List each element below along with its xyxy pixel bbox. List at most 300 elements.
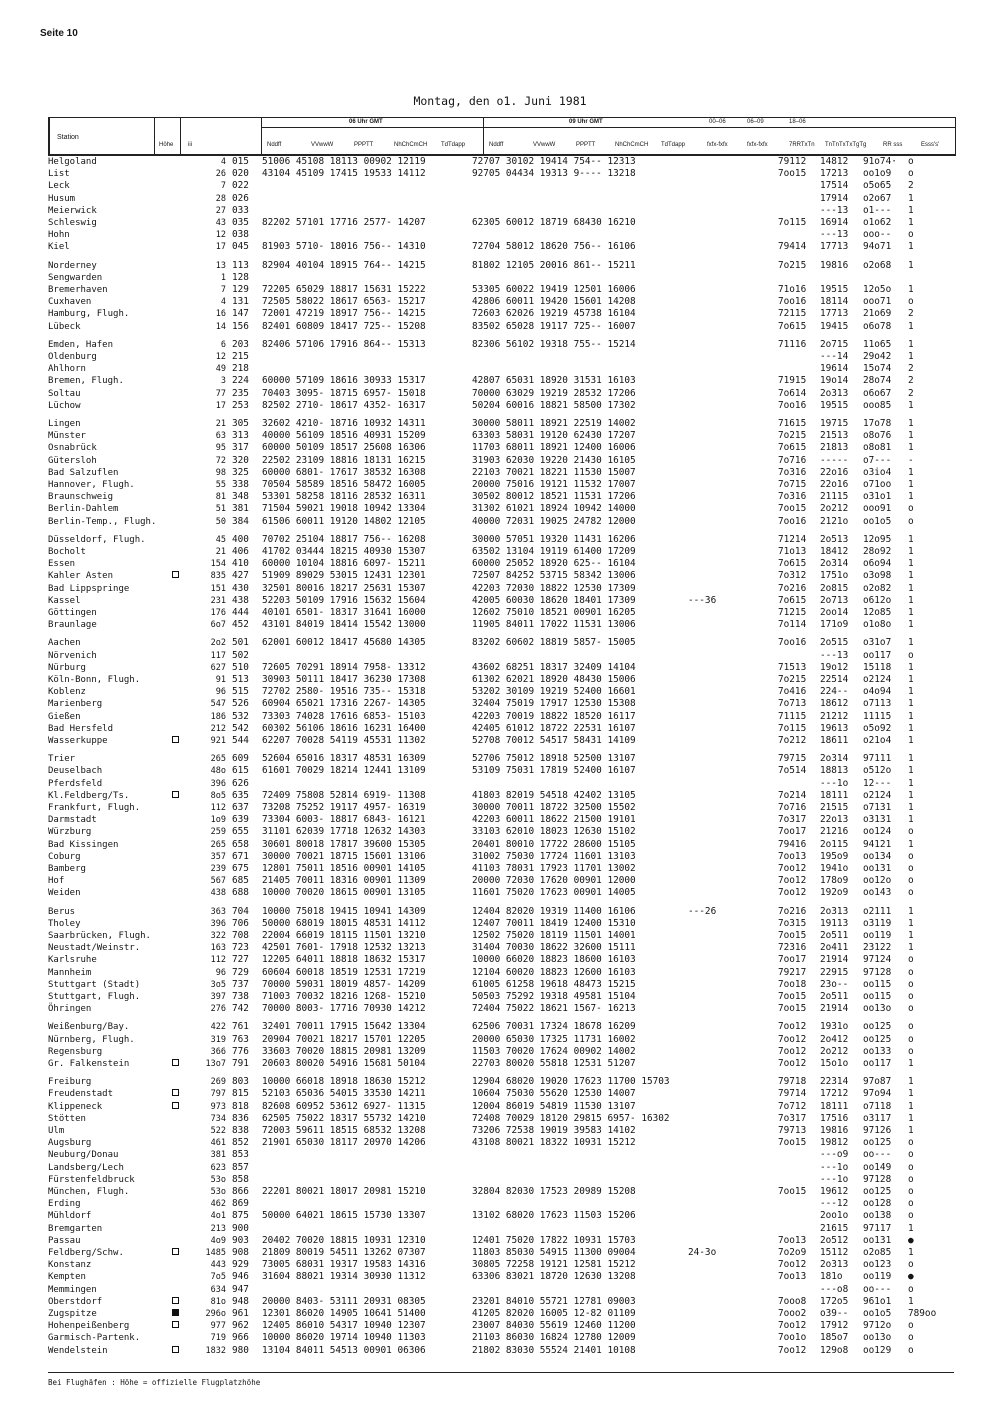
cell-x2: 7oo13	[778, 1271, 807, 1283]
station-name: Feldberg/Schw.	[48, 1248, 124, 1258]
cell-x3: 2o515	[820, 637, 849, 649]
cell-a: 60000 57109 18616 30933 15317	[262, 375, 426, 387]
table-row	[48, 790, 954, 802]
cell-x3: 2oo1o	[820, 1210, 849, 1222]
cell-b: 30502 80012 18521 11531 17206	[472, 491, 636, 503]
cell-b: 32804 82030 17523 20989 15208	[472, 1186, 636, 1197]
table-row	[48, 570, 954, 582]
cell-x2: 7oo15	[778, 930, 807, 941]
table-row	[48, 479, 954, 491]
cell-b: 72603 62026 19219 45738 16104	[472, 308, 636, 320]
cell-x2: 7o716	[778, 802, 807, 813]
table-row	[48, 1034, 954, 1046]
cell-x3: 18111	[820, 789, 849, 801]
cell-x4: 12o5o	[863, 284, 892, 295]
cell-b: 12602 75010 18521 00901 16205	[472, 607, 636, 618]
cell-x4: o6o67	[863, 387, 892, 399]
cell-x5: 1	[908, 1247, 914, 1258]
table-row	[48, 193, 954, 205]
cell-x5: 2	[908, 387, 914, 399]
station-name: Braunlage	[48, 620, 97, 631]
cell-b: 41803 82019 54518 42402 13105	[472, 789, 636, 801]
cell-i: 113	[232, 259, 249, 271]
cell-x5: o	[908, 1173, 914, 1185]
cell-i: 723	[232, 942, 249, 954]
station-height: 12	[215, 230, 226, 241]
cell-x2: 7oo12	[778, 1344, 807, 1356]
station-name: Landsberg/Lech	[48, 1162, 124, 1173]
cell-x3: 19515	[820, 399, 849, 411]
cell-x2: 7oo16	[778, 637, 807, 649]
cell-x4: oo115	[863, 978, 892, 990]
station-name: Norderney	[48, 260, 97, 271]
group06-header: 06 Uhr GMT	[349, 119, 383, 125]
station-name: Passau	[48, 1235, 81, 1246]
table-row	[48, 1284, 954, 1296]
table-row	[48, 491, 954, 503]
station-name: Bremerhaven	[48, 285, 108, 295]
station-height: 7	[220, 285, 226, 295]
cell-x4: 23122	[863, 942, 892, 954]
station-height: 72	[215, 455, 226, 466]
cell-x3: 19812	[820, 1137, 849, 1149]
cell-b: 72507 84252 53715 58342 13006	[472, 570, 636, 582]
cell-x2: 7o715	[778, 479, 807, 490]
cell-x2: 7oo17	[778, 826, 807, 838]
cell-a: 71504 59021 19018 10942 13304	[262, 503, 426, 515]
table-row	[48, 826, 954, 838]
cell-x4: o5o92	[863, 722, 892, 734]
station-name: Berlin-Dahlem	[48, 504, 119, 515]
station-name: Bremgarten	[48, 1223, 103, 1234]
cell-x5: 1	[908, 284, 914, 295]
cell-b: 42203 60011 18622 21500 19101	[472, 814, 636, 826]
station-name: Lübeck	[48, 321, 81, 332]
cell-x3: 18111	[820, 1100, 849, 1112]
cell-i: 737	[232, 978, 249, 990]
table-row	[48, 723, 954, 735]
station-height: 91	[215, 675, 226, 685]
station-name: Memmingen	[48, 1284, 97, 1295]
cell-x5: 1	[908, 204, 914, 216]
cell-a: 62207 70028 54119 45531 11302	[262, 735, 426, 746]
cell-a: 82202 57101 17716 2577- 14207	[262, 217, 426, 228]
cell-a: 60904 65021 17316 2267- 14305	[262, 698, 426, 710]
cell-x2: 79414	[778, 241, 807, 253]
station-height: 265	[210, 839, 226, 850]
cell-a: 62505 75022 18317 55732 14210	[262, 1112, 426, 1124]
station-name: Hof	[48, 876, 65, 887]
cell-x5: 1	[908, 1295, 914, 1307]
station-name: Oldenburg	[48, 352, 97, 362]
cell-x2: 7oo13	[778, 1234, 807, 1246]
cell-x4: oo138	[863, 1210, 892, 1222]
station-height: 63	[215, 431, 226, 442]
station-name: Hohenpeißenberg	[48, 1321, 130, 1332]
cell-a: 12801 75011 18516 00901 14105	[262, 863, 426, 874]
col-header: 06–09	[747, 119, 764, 125]
cell-x3: 178o9	[820, 875, 849, 887]
cell-x4: 9712o	[863, 1320, 892, 1332]
cell-x2: 7o615	[778, 442, 807, 454]
cell-x4: 97128	[863, 1173, 892, 1185]
table-row	[48, 1308, 954, 1320]
cell-x3: 2o313	[820, 1259, 849, 1271]
cell-x3: ---12	[820, 1198, 849, 1210]
cell-x3: 2o313	[820, 387, 849, 399]
station-name: Lingen	[48, 419, 81, 429]
cell-x4: o3119	[863, 917, 892, 929]
cell-x5: 2	[908, 363, 914, 375]
cell-x3: 21216	[820, 826, 849, 838]
cell-x3: 23o--	[820, 978, 849, 990]
station-height: 43	[215, 218, 226, 228]
station-name: Osnabrück	[48, 443, 97, 454]
cell-x2: 7o2o9	[778, 1247, 807, 1258]
cell-a: 52103 65036 54015 33530 14211	[262, 1088, 426, 1100]
station-name: Braunschweig	[48, 492, 114, 503]
group09-header: 09 Uhr GMT	[569, 119, 603, 125]
station-name: Gießen	[48, 711, 81, 722]
col-header: NhChCmCH	[394, 142, 428, 148]
cell-b: 20000 75016 19121 11532 17007	[472, 479, 636, 490]
cell-x5: 1	[908, 942, 914, 954]
cell-a: 43101 84019 18414 15542 13000	[262, 619, 426, 631]
cell-b: 23201 84010 55721 12781 09003	[472, 1295, 636, 1307]
cell-x5: 1	[908, 1112, 914, 1124]
col-header: Nddff	[267, 142, 282, 148]
station-name: Nürburg	[48, 662, 86, 673]
cell-x5: o	[908, 1021, 914, 1033]
cell-i: 338	[232, 479, 249, 490]
cell-i: 313	[232, 430, 249, 442]
cell-x3: 2o513	[820, 533, 849, 545]
cell-i: 235	[232, 387, 249, 399]
cell-b: 12401 75020 17822 10931 15703	[472, 1234, 636, 1246]
table-row	[48, 467, 954, 479]
col-header: VVwwW	[311, 142, 334, 148]
station-name: Bocholt	[48, 547, 86, 557]
table-row	[48, 967, 954, 979]
cell-i: 452	[232, 619, 249, 631]
cell-x4: o3117	[863, 1112, 892, 1124]
station-name: Bad Kissingen	[48, 839, 119, 850]
cell-x5: 1	[908, 674, 914, 685]
cell-x4: oo13o	[863, 1003, 892, 1015]
cell-x2: 79713	[778, 1125, 807, 1136]
cell-x4: 94o71	[863, 241, 892, 253]
cell-i: 671	[232, 850, 249, 862]
table-row	[48, 430, 954, 442]
cell-i: 444	[232, 607, 249, 618]
station-name: Schleswig	[48, 218, 97, 228]
cell-x4: 97111	[863, 753, 892, 765]
cell-x2: 71615	[778, 418, 807, 429]
cell-x4: o7118	[863, 1100, 892, 1112]
col-header: NhChCmCH	[615, 142, 649, 148]
cell-a: 73208 75252 19117 4957- 16319	[262, 802, 426, 813]
cell-x3: 224--	[820, 686, 849, 698]
cell-a: 72205 65029 18817 15631 15222	[262, 284, 426, 295]
cell-x4: oo133	[863, 1045, 892, 1057]
cell-a: 32602 4210- 18716 10932 14311	[262, 418, 426, 429]
table-row	[48, 516, 954, 528]
table-row	[48, 180, 954, 192]
cell-a: 21809 80019 54511 13262 07307	[262, 1247, 426, 1258]
station-name: Trier	[48, 754, 76, 765]
station-height: 734	[210, 1113, 226, 1124]
cell-x2: 79416	[778, 838, 807, 850]
station-name: Leck	[48, 181, 70, 192]
cell-b: 61302 62021 18920 48430 15006	[472, 674, 636, 685]
cell-x5: o	[908, 1210, 914, 1222]
cell-x2: 7oo12	[778, 875, 807, 887]
cell-x4: oo117	[863, 1058, 892, 1069]
station-height: 96	[215, 687, 226, 698]
cell-x3: ---o8	[820, 1283, 849, 1295]
cell-x5: 1	[908, 418, 914, 429]
cell-x3: 22o16	[820, 479, 849, 490]
cell-i: 791	[232, 1058, 249, 1069]
station-name: Hannover, Flugh.	[48, 480, 135, 490]
col-header: VVwwW	[533, 142, 556, 148]
table-row	[48, 583, 954, 595]
cell-x2: 7o115	[778, 722, 807, 734]
cell-x5: 1	[908, 192, 914, 204]
table-row	[48, 1125, 954, 1137]
cell-i: 836	[232, 1112, 249, 1124]
cell-i: 639	[232, 814, 249, 826]
table-row	[48, 418, 954, 430]
table-row	[48, 711, 954, 723]
table-row	[48, 229, 954, 241]
station-name: Oberstdorf	[48, 1296, 103, 1307]
cell-x3: 2o713	[820, 594, 849, 606]
cell-i: 818	[232, 1100, 249, 1112]
cell-x4: o7---	[863, 454, 892, 466]
cell-a: 31101 62039 17718 12632 14303	[262, 826, 426, 838]
cell-x5: 1	[908, 351, 914, 362]
cell-x3: 15o1o	[820, 1058, 849, 1069]
table-row	[48, 375, 954, 387]
table-row	[48, 1021, 954, 1033]
cell-x4: oo1o5	[863, 515, 892, 527]
hollow-square-icon	[172, 1089, 179, 1096]
station-height: 396	[210, 918, 226, 929]
station-height: 77	[215, 388, 226, 399]
cell-b: 72404 75022 18621 1567- 16213	[472, 1003, 636, 1015]
cell-b: 60000 25052 18920 625-- 16104	[472, 558, 636, 570]
cell-x5: 2	[908, 375, 914, 387]
cell-a: 13104 84011 54513 00901 06306	[262, 1344, 426, 1356]
cell-i: 961	[232, 1308, 249, 1319]
station-name: Kempten	[48, 1272, 86, 1283]
cell-x3: 2o314	[820, 558, 849, 570]
cell-a: 12205 64011 18818 18632 15317	[262, 954, 426, 966]
cell-x2: 71o16	[778, 284, 807, 295]
table-row	[48, 1259, 954, 1271]
station-height: 461	[210, 1138, 226, 1149]
table-row	[48, 156, 954, 168]
cell-i: 655	[232, 826, 249, 838]
cell-x4: 12---	[863, 777, 892, 789]
table-row	[48, 619, 954, 631]
station-height: 213	[210, 1223, 226, 1234]
cell-i: 532	[232, 710, 249, 722]
table-row	[48, 1149, 954, 1161]
hollow-square-icon	[172, 1346, 179, 1353]
cell-i: 203	[232, 338, 249, 350]
col-header: 18–06	[789, 119, 806, 125]
table-row	[48, 918, 954, 930]
cell-i: 381	[232, 503, 249, 515]
cell-x4: o2124	[863, 789, 892, 801]
cell-x3: 2o115	[820, 838, 849, 850]
station-height: 51	[215, 504, 226, 515]
cell-x2: 7ooo8	[778, 1295, 807, 1307]
table-row	[48, 662, 954, 674]
cell-b: 42203 70019 18822 18520 16117	[472, 710, 636, 722]
cell-b: 52708 70012 54517 58431 14109	[472, 735, 636, 746]
station-name: Freudenstadt	[48, 1089, 114, 1100]
cell-x3: 195o9	[820, 850, 849, 862]
cell-x4: 28o92	[863, 546, 892, 557]
cell-x2: 7o316	[778, 466, 807, 478]
table-row	[48, 851, 954, 863]
cell-x4: ooo91	[863, 503, 892, 515]
cell-x5: 1	[908, 686, 914, 698]
cell-x2: 7oo12	[778, 1045, 807, 1057]
cell-x2: 7oo12	[778, 1320, 807, 1332]
cell-i: 903	[232, 1234, 249, 1246]
cell-i: 742	[232, 1003, 249, 1015]
cell-b: 72704 58012 18620 756-- 16106	[472, 241, 636, 253]
cell-b: 32404 75019 17917 12530 15308	[472, 698, 636, 710]
cell-x3: 21813	[820, 442, 849, 454]
col-header: RR sss	[883, 142, 903, 148]
cell-i: 688	[232, 887, 249, 899]
station-height: 921	[210, 736, 226, 746]
table-row	[48, 1174, 954, 1186]
cell-x3: 129o8	[820, 1344, 849, 1356]
height-header: Höhe	[159, 142, 174, 148]
cell-x3: 19816	[820, 259, 849, 271]
cell-x5: 1	[908, 558, 914, 570]
cell-x2: 79714	[778, 1088, 807, 1100]
cell-i: 727	[232, 954, 249, 966]
cell-a: 70504 58589 18516 58472 16005	[262, 479, 426, 490]
cell-x2: 7oo15	[778, 1003, 807, 1015]
cell-i: 427	[232, 570, 249, 582]
cell-x3: o39--	[820, 1308, 849, 1319]
cell-x3: 18612	[820, 698, 849, 710]
station-height: 1485	[205, 1248, 226, 1258]
cell-i: 946	[232, 1271, 249, 1283]
cell-x4: oo128	[863, 1198, 892, 1210]
cell-i: 325	[232, 466, 249, 478]
cell-a: 73005 68031 19317 19583 14316	[262, 1259, 426, 1271]
cell-x5: 1	[908, 661, 914, 673]
cell-i: 866	[232, 1186, 249, 1197]
cell-x2: 7oo16	[778, 515, 807, 527]
cell-i: 502	[232, 649, 249, 661]
cell-x2: 7oo12	[778, 1259, 807, 1271]
cell-a: 20000 8403- 53111 20931 08305	[262, 1295, 426, 1307]
station-height: 50	[215, 516, 226, 527]
cell-x5: 1	[908, 466, 914, 478]
cell-i: 966	[232, 1332, 249, 1344]
cell-x5: o	[908, 296, 914, 308]
cell-x5: o	[908, 991, 914, 1002]
cell-x5: o	[908, 1033, 914, 1045]
cell-x4: oo131	[863, 863, 892, 874]
cell-x4: 97o87	[863, 1076, 892, 1088]
station-name: Düsseldorf, Flugh.	[48, 534, 146, 545]
cell-i: 438	[232, 594, 249, 606]
hollow-square-icon	[172, 791, 179, 798]
station-height: 6	[220, 339, 226, 350]
cell-a: 71003 70032 18216 1268- 15210	[262, 991, 426, 1002]
cell-x3: 2o212	[820, 1045, 849, 1057]
station-height: 719	[210, 1333, 226, 1344]
cell-x3: ---13	[820, 229, 849, 241]
cell-x4: oo1o9	[863, 168, 892, 180]
cell-x4: 97117	[863, 1222, 892, 1234]
cell-x2: 7ooo2	[778, 1308, 807, 1319]
col-header: 00–06	[709, 119, 726, 125]
table-row	[48, 1046, 954, 1058]
station-name: Frankfurt, Flugh.	[48, 803, 141, 813]
cell-x3: 19816	[820, 1125, 849, 1136]
cell-b: 13102 68020 17623 11503 15206	[472, 1210, 636, 1222]
table-row	[48, 284, 954, 296]
cell-x4: o2o67	[863, 192, 892, 204]
cell-x5: 1	[908, 838, 914, 850]
cell-x4: o1---	[863, 204, 892, 216]
cell-a: 10000 70020 18615 00901 13105	[262, 887, 426, 899]
cell-x2: 7o615	[778, 594, 807, 606]
cell-x3: ---1o	[820, 1173, 849, 1185]
cell-x3: 185o7	[820, 1332, 849, 1344]
cell-x4: oo119	[863, 1271, 892, 1283]
cell-x5: 1	[908, 710, 914, 722]
station-name: Klippeneck	[48, 1101, 103, 1112]
station-name: Nürnberg, Flugh.	[48, 1034, 135, 1045]
station-height: 98	[215, 467, 226, 478]
station-name: Saarbrücken, Flugh.	[48, 931, 151, 941]
cell-x2: 79112	[778, 156, 807, 167]
cell-x4: oo---	[863, 1149, 892, 1161]
cell-b: 12004 86019 54819 11530 13107	[472, 1100, 636, 1112]
cell-x4: oo1o5	[863, 1308, 892, 1319]
station-name: Nörvenich	[48, 650, 97, 661]
cell-x5: 1	[908, 241, 914, 253]
cell-a: 22004 66019 18115 11501 13210	[262, 930, 426, 941]
cell-b: 31903 62030 19220 21430 16105	[472, 454, 636, 466]
table-row	[48, 1101, 954, 1113]
station-name: Helgoland	[48, 157, 97, 167]
station-height: 7	[220, 181, 226, 192]
station-name: Fürstenfeldbruck	[48, 1174, 135, 1185]
cell-i: 704	[232, 905, 249, 917]
station-height: 55	[215, 480, 226, 490]
cell-a: 10000 66018 18918 18630 15212	[262, 1076, 426, 1088]
station-name: Konstanz	[48, 1260, 92, 1271]
station-height: 276	[210, 1004, 226, 1015]
cell-x2: 7oo17	[778, 954, 807, 966]
cell-b: 30000 57051 19320 11431 16206	[472, 533, 636, 545]
cell-a: 21901 65030 18117 20970 14206	[262, 1137, 426, 1149]
